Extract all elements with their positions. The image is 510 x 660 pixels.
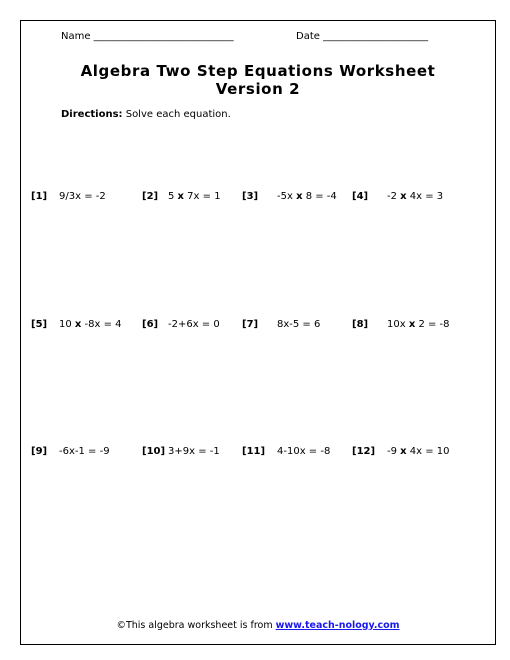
worksheet-version: Version 2 bbox=[215, 80, 301, 98]
problem-number: [10] bbox=[142, 446, 166, 457]
problem-equation bbox=[387, 191, 443, 202]
problem-equation bbox=[168, 446, 220, 457]
footer-text: ©This algebra worksheet is from bbox=[116, 620, 276, 631]
problem-number: [1] bbox=[31, 191, 48, 202]
equation-part: 8x-5 = 6 bbox=[277, 319, 321, 330]
multiply-sign: x bbox=[296, 191, 303, 202]
problem-equation bbox=[277, 446, 330, 457]
equation-part: 3+9x = -1 bbox=[168, 446, 220, 457]
equation-part: 4x = 10 bbox=[406, 446, 450, 457]
problem-number: [6] bbox=[142, 319, 159, 330]
problem-number: [7] bbox=[242, 319, 259, 330]
footer bbox=[21, 620, 495, 631]
problem-equation bbox=[59, 446, 110, 457]
equation-part: 8 = -4 bbox=[302, 191, 337, 202]
multiply-sign: x bbox=[74, 319, 82, 330]
equation-part: -6x-1 = -9 bbox=[59, 446, 110, 457]
name-field-line: Name ____________________________ bbox=[61, 31, 234, 42]
equation-part: 9/3x = -2 bbox=[59, 191, 106, 202]
equation-part: 10x bbox=[387, 319, 409, 330]
multiply-sign: x bbox=[177, 191, 184, 202]
problem-equation bbox=[277, 319, 320, 330]
multiply-sign: x bbox=[400, 191, 407, 202]
equation-part: 2 = -8 bbox=[415, 319, 450, 330]
problem-equation bbox=[59, 191, 106, 202]
problem-equation bbox=[387, 446, 450, 457]
equation-part: -2+6x = 0 bbox=[168, 319, 220, 330]
problem-equation bbox=[59, 319, 122, 330]
problem-equation bbox=[168, 191, 221, 202]
date-field-line: Date _____________________ bbox=[296, 31, 429, 42]
problem-equation bbox=[387, 319, 450, 330]
equation-part: 5 bbox=[168, 191, 178, 202]
multiply-sign: x bbox=[400, 446, 407, 457]
equation-part: -9 bbox=[387, 446, 401, 457]
equation-part: -2 bbox=[387, 191, 401, 202]
problem-number: [11] bbox=[242, 446, 266, 457]
equation-part: 4-10x = -8 bbox=[277, 446, 331, 457]
equation-part: -5x bbox=[277, 191, 297, 202]
problem-number: [8] bbox=[352, 319, 369, 330]
problem-number: [12] bbox=[352, 446, 376, 457]
equation-part: -8x = 4 bbox=[81, 319, 122, 330]
equation-part: 7x = 1 bbox=[184, 191, 221, 202]
worksheet-page bbox=[20, 20, 496, 645]
problem-equation bbox=[168, 319, 220, 330]
directions-text: Solve each equation. bbox=[125, 109, 231, 120]
equation-part: 4x = 3 bbox=[406, 191, 444, 202]
multiply-sign: x bbox=[408, 319, 416, 330]
problem-equation bbox=[277, 191, 337, 202]
worksheet-title: Algebra Two Step Equations Worksheet bbox=[80, 62, 436, 80]
equation-part: 10 bbox=[59, 319, 75, 330]
problem-number: [5] bbox=[31, 319, 48, 330]
directions-label: Directions: bbox=[61, 109, 123, 120]
problem-number: [4] bbox=[352, 191, 369, 202]
problem-number: [9] bbox=[31, 446, 48, 457]
problem-number: [2] bbox=[142, 191, 159, 202]
footer-link[interactable]: www.teach-nology.com bbox=[275, 620, 400, 631]
directions bbox=[61, 109, 231, 120]
problem-number: [3] bbox=[242, 191, 259, 202]
